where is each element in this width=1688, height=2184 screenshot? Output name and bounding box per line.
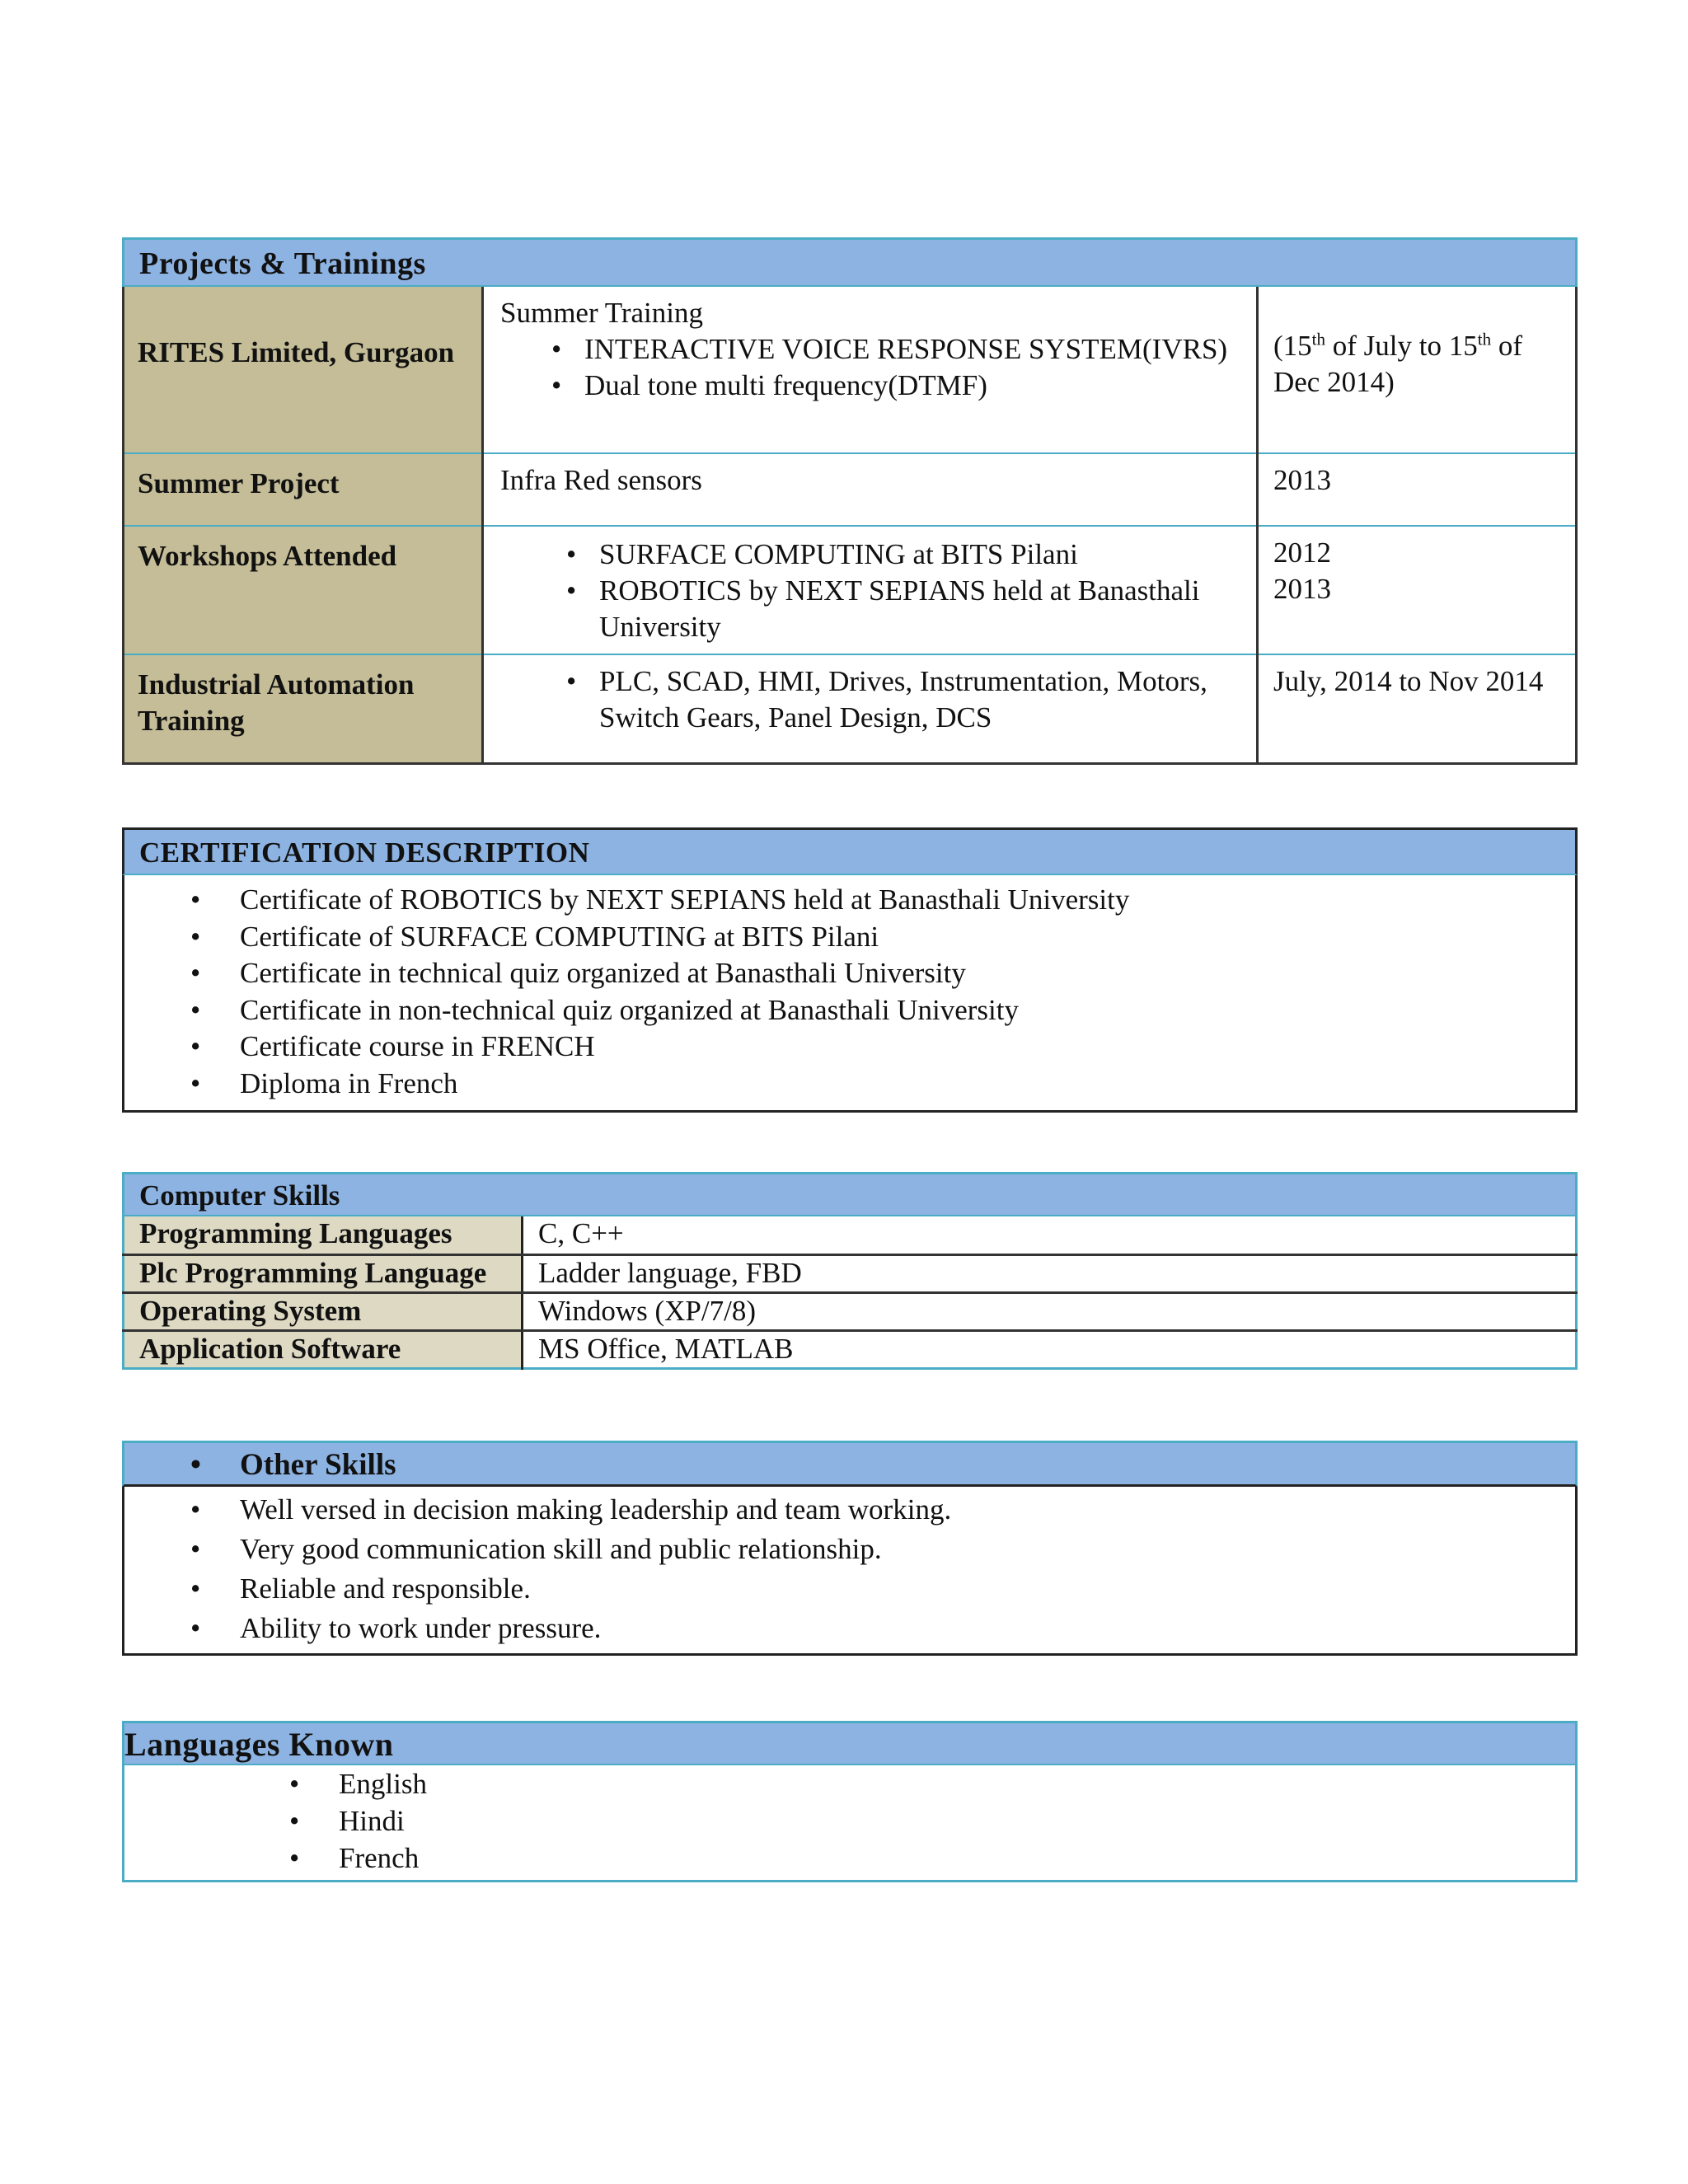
skill-label: Plc Programming Language xyxy=(124,1254,523,1292)
row-content: Infra Red sensors xyxy=(483,453,1258,526)
row-content xyxy=(483,526,1258,654)
row-date xyxy=(1258,526,1577,654)
row-label: Workshops Attended xyxy=(124,526,483,654)
list-item: • Certificate course in FRENCH xyxy=(124,1029,1575,1066)
row-label: Summer Project xyxy=(124,453,483,526)
skill-value: MS Office, MATLAB xyxy=(538,1332,794,1365)
date-line: 2013 xyxy=(1273,573,1331,605)
computer-skills-header: Computer Skills xyxy=(122,1172,1578,1216)
projects-table xyxy=(122,287,1578,765)
languages-list xyxy=(124,1765,1575,1880)
languages-section xyxy=(122,1721,1578,1882)
row-label: RITES Limited, Gurgaon xyxy=(124,287,483,453)
list-item: • Certificate in technical quiz organized at Banasthali University xyxy=(124,955,1575,992)
projects-section xyxy=(122,237,1578,765)
date-text: (15 xyxy=(1273,330,1312,362)
table-row xyxy=(124,287,1577,453)
list-item: • Reliable and responsible. xyxy=(124,1569,1575,1609)
certification-header: CERTIFICATION DESCRIPTION xyxy=(122,827,1578,875)
certification-list xyxy=(124,875,1575,1110)
list-item: • Very good communication skill and public relationship. xyxy=(124,1530,1575,1569)
row-content xyxy=(483,654,1258,763)
row-label: Industrial Automation Training xyxy=(124,654,483,763)
list-item: • INTERACTIVE VOICE RESPONSE SYSTEM(IVRS) xyxy=(500,331,1240,368)
other-skills-header: • Other Skills xyxy=(122,1441,1578,1487)
skill-value: Ladder language, FBD xyxy=(523,1254,1577,1292)
list-item: • Ability to work under pressure. xyxy=(124,1609,1575,1648)
certification-section xyxy=(122,827,1578,1113)
list-item: • ROBOTICS by NEXT SEPIANS held at Banasthali University xyxy=(500,573,1240,645)
table-row xyxy=(124,453,1577,526)
projects-header: Projects & Trainings xyxy=(122,237,1578,287)
table-row xyxy=(124,1330,1577,1368)
row-date: July, 2014 to Nov 2014 xyxy=(1273,665,1544,697)
row-list xyxy=(500,331,1240,404)
table-row xyxy=(124,1216,1577,1254)
date-text: of July to 15 xyxy=(1325,330,1478,362)
skill-value: C, C++ xyxy=(523,1216,1577,1254)
languages-header: Languages Known xyxy=(122,1721,1578,1765)
skill-label: Operating System xyxy=(124,1292,523,1330)
other-skills-list xyxy=(124,1487,1575,1653)
list-item: • Dual tone multi frequency(DTMF) xyxy=(500,368,1240,404)
date-text: of Dec 2014) xyxy=(1273,330,1522,398)
skill-label: Application Software xyxy=(124,1330,523,1368)
skill-label: Programming Languages xyxy=(124,1216,523,1254)
table-row xyxy=(124,654,1577,763)
other-skills-section xyxy=(122,1441,1578,1656)
computer-skills-section xyxy=(122,1172,1578,1370)
date-line: 2012 xyxy=(1273,537,1331,569)
row-date xyxy=(1258,287,1577,453)
table-row xyxy=(124,526,1577,654)
list-item: • Certificate of SURFACE COMPUTING at BITS Pilani xyxy=(124,919,1575,956)
list-item: • French xyxy=(124,1840,1575,1877)
row-list xyxy=(500,537,1240,645)
computer-skills-table xyxy=(122,1216,1578,1370)
list-item: • Hindi xyxy=(124,1802,1575,1840)
row-date: 2013 xyxy=(1258,453,1577,526)
list-item: • SURFACE COMPUTING at BITS Pilani xyxy=(500,537,1240,573)
list-item: • Well versed in decision making leadership and team working. xyxy=(124,1490,1575,1530)
date-sup: th xyxy=(1311,329,1325,349)
table-row xyxy=(124,1292,1577,1330)
row-list xyxy=(500,663,1240,736)
date-sup: th xyxy=(1477,329,1492,349)
list-item: • Diploma in French xyxy=(124,1066,1575,1103)
table-row xyxy=(124,1254,1577,1292)
list-item: • Certificate in non-technical quiz organized at Banasthali University xyxy=(124,992,1575,1029)
list-item: • PLC, SCAD, HMI, Drives, Instrumentation, Motors, Switch Gears, Panel Design, DCS xyxy=(500,663,1240,736)
list-item: • Certificate of ROBOTICS by NEXT SEPIANS held at Banasthali University xyxy=(124,882,1575,919)
skill-value: Windows (XP/7/8) xyxy=(523,1292,1577,1330)
row-intro: Summer Training xyxy=(500,297,704,329)
row-content xyxy=(483,287,1258,453)
list-item: • English xyxy=(124,1765,1575,1802)
